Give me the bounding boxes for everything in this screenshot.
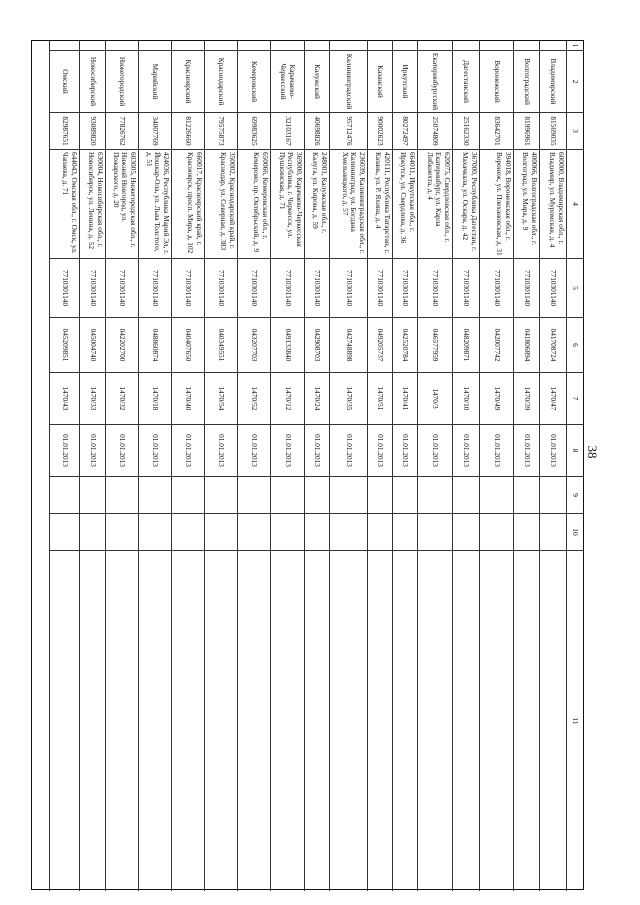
okpo-code-cell: 79575873: [205, 113, 237, 150]
effective-date-cell: 01.01.2013: [50, 425, 79, 477]
okpo-code-cell: 81226660: [172, 113, 204, 150]
bik-cell: 042520784: [393, 318, 417, 373]
inn-cell: 7710301140: [393, 259, 417, 318]
address-cell: 603005, Нижегородская обл., г. Нижний Новгород, ул. Пожарского, д. 20: [106, 150, 138, 259]
address-cell: 420111, Республика Татарстан, г. Казань, ул. Р. Яхина, д. 4: [368, 150, 392, 259]
region-name-cell: Дагестанский: [453, 51, 479, 113]
inn-cell: 7710301140: [418, 259, 452, 318]
col-11-cell: [305, 551, 329, 891]
license-number-cell: 1470/18: [139, 373, 171, 425]
page-number: 38: [585, 445, 600, 459]
inn-cell: 7710301140: [368, 259, 392, 318]
table-row: [171, 41, 204, 891]
col-index-cell: [418, 41, 452, 51]
okpo-code-cell: 25162330: [453, 113, 479, 150]
bik-cell: 042748898: [330, 318, 367, 373]
inn-cell: 7710301140: [205, 259, 237, 318]
bik-cell: 046577959: [418, 318, 452, 373]
effective-date-cell: 01.01.2013: [80, 425, 105, 477]
license-number-cell: 1470/52: [238, 373, 270, 425]
license-number-cell: 1470/43: [50, 373, 79, 425]
table-row: [452, 41, 479, 891]
effective-date-cell: 01.01.2013: [305, 425, 329, 477]
effective-date-cell: 01.01.2013: [271, 425, 304, 477]
col-index-cell: [330, 41, 367, 51]
table-header-row: [566, 41, 583, 891]
inn-cell: 7710301140: [106, 259, 138, 318]
col-index-cell: [50, 41, 79, 51]
inn-cell: 7710301140: [330, 259, 367, 318]
table-row: [329, 41, 367, 891]
register-table: [31, 40, 584, 890]
effective-date-cell: 01.01.2013: [238, 425, 270, 477]
col-9-cell: [453, 477, 479, 514]
inn-cell: 7710301140: [453, 259, 479, 318]
table-row: [204, 41, 237, 891]
col-11-cell: [205, 551, 237, 891]
col-10-cell: [514, 514, 539, 551]
col-9-cell: [172, 477, 204, 514]
col-11-cell: [172, 551, 204, 891]
col-11-cell: [453, 551, 479, 891]
inn-cell: 7710301140: [50, 259, 79, 318]
bik-cell: 040407650: [172, 318, 204, 373]
header-cell: 10: [567, 514, 583, 551]
col-index-cell: [271, 41, 304, 51]
header-cell: 2: [567, 51, 583, 113]
address-cell: 367000, Республика Дагестан, г. Махачкала, ул. Оскара, д. 42: [453, 150, 479, 259]
col-10-cell: [238, 514, 270, 551]
header-cell: 1: [567, 41, 583, 51]
col-10-cell: [50, 514, 79, 551]
col-11-cell: [271, 551, 304, 891]
okpo-code-cell: 80272497: [393, 113, 417, 150]
bik-cell: 049205737: [368, 318, 392, 373]
col-11-cell: [139, 551, 171, 891]
col-10-cell: [106, 514, 138, 551]
table-row: [367, 41, 392, 891]
license-number-cell: 1470/40: [172, 373, 204, 425]
table-row: [392, 41, 417, 891]
address-cell: 620075, Свердловская обл., г. Екатеринбург, ул. Карла Либкнехта, д. 4: [418, 150, 452, 259]
bik-cell: 042202700: [106, 318, 138, 373]
address-cell: 400066, Волгоградская обл., г. Волгоград, ул. Мира, д. 9: [514, 150, 539, 259]
inn-cell: 7710301140: [540, 259, 566, 318]
effective-date-cell: 01.01.2013: [330, 425, 367, 477]
col-index-cell: [80, 41, 105, 51]
col-index-cell: [368, 41, 392, 51]
col-9-cell: [205, 477, 237, 514]
region-name-cell: Воронежский: [480, 51, 513, 113]
effective-date-cell: 01.01.2013: [480, 425, 513, 477]
bik-cell: 045004740: [80, 318, 105, 373]
col-10-cell: [393, 514, 417, 551]
effective-date-cell: 01.01.2013: [172, 425, 204, 477]
bik-cell: 045209851: [50, 318, 79, 373]
effective-date-cell: 01.01.2013: [514, 425, 539, 477]
col-9-cell: [480, 477, 513, 514]
col-10-cell: [540, 514, 566, 551]
col-9-cell: [80, 477, 105, 514]
inn-cell: 7710301140: [480, 259, 513, 318]
region-name-cell: Краснодарский: [205, 51, 237, 113]
bik-cell: 048860874: [139, 318, 171, 373]
region-name-cell: Красноярский: [172, 51, 204, 113]
license-number-cell: 1470/49: [480, 373, 513, 425]
col-index-cell: [453, 41, 479, 51]
header-cell: 9: [567, 477, 583, 514]
col-9-cell: [418, 477, 452, 514]
address-cell: 644043, Омская обл., г. Омск, ул. Чапаева, д. 71: [50, 150, 79, 259]
col-9-cell: [540, 477, 566, 514]
okpo-code-cell: 83642701: [480, 113, 513, 150]
inn-cell: 7710301140: [238, 259, 270, 318]
region-name-cell: Владимирский: [540, 51, 566, 113]
region-name-cell: Новосибирский: [80, 51, 105, 113]
okpo-code-cell: 40698826: [305, 113, 329, 150]
license-number-cell: 1470/32: [106, 373, 138, 425]
col-11-cell: [80, 551, 105, 891]
table-row: [79, 41, 105, 891]
effective-date-cell: 01.01.2013: [106, 425, 138, 477]
header-cell: 4: [567, 150, 583, 259]
header-cell: 6: [567, 318, 583, 373]
col-11-cell: [480, 551, 513, 891]
okpo-code-cell: 82987651: [50, 113, 79, 150]
col-9-cell: [393, 477, 417, 514]
table-row: [539, 41, 566, 891]
col-9-cell: [139, 477, 171, 514]
col-10-cell: [453, 514, 479, 551]
col-11-cell: [393, 551, 417, 891]
col-9-cell: [368, 477, 392, 514]
header-cell: 7: [567, 373, 583, 425]
address-cell: 660017, Красноярский край, г. Красноярск, просп. Мира, д. 102: [172, 150, 204, 259]
table-row: [304, 41, 329, 891]
table-row: [49, 41, 79, 891]
col-11-cell: [514, 551, 539, 891]
bik-cell: 043207703: [238, 318, 270, 373]
okpo-code-cell: 77826762: [106, 113, 138, 150]
col-index-cell: [305, 41, 329, 51]
license-number-cell: 1470/54: [205, 373, 237, 425]
region-name-cell: Омский: [50, 51, 79, 113]
effective-date-cell: 01.01.2013: [205, 425, 237, 477]
okpo-code-cell: 90002623: [368, 113, 392, 150]
col-10-cell: [80, 514, 105, 551]
table-row: [138, 41, 171, 891]
col-index-cell: [514, 41, 539, 51]
bik-cell: 042908703: [305, 318, 329, 373]
bik-cell: 048209871: [453, 318, 479, 373]
col-9-cell: [106, 477, 138, 514]
inn-cell: 7710301140: [139, 259, 171, 318]
bik-cell: 042007742: [480, 318, 513, 373]
effective-date-cell: 01.01.2013: [418, 425, 452, 477]
header-cell: 5: [567, 259, 583, 318]
bik-cell: 041708724: [540, 318, 566, 373]
okpo-code-cell: 32103167: [271, 113, 304, 150]
address-cell: 236039, Калининградская обл., г. Калининград, ул. Богдана Хмельницкого, д. 57: [330, 150, 367, 259]
address-cell: 664011, Иркутская обл., г. Иркутск, ул. Свердлова, д. 36: [393, 150, 417, 259]
license-number-cell: 1470/51: [368, 373, 392, 425]
license-number-cell: 1470/3: [418, 373, 452, 425]
col-11-cell: [106, 551, 138, 891]
effective-date-cell: 01.01.2013: [540, 425, 566, 477]
table-row: [105, 41, 138, 891]
effective-date-cell: 01.01.2013: [393, 425, 417, 477]
region-name-cell: Калининградский: [330, 51, 367, 113]
col-11-cell: [238, 551, 270, 891]
region-name-cell: Кемеровский: [238, 51, 270, 113]
col-index-cell: [139, 41, 171, 51]
region-name-cell: Волгоградский: [514, 51, 539, 113]
license-number-cell: 1470/35: [330, 373, 367, 425]
okpo-code-cell: 69983625: [238, 113, 270, 150]
col-11-cell: [368, 551, 392, 891]
okpo-code-cell: 25074809: [418, 113, 452, 150]
okpo-code-cell: 93089820: [80, 113, 105, 150]
col-10-cell: [271, 514, 304, 551]
bik-cell: 040349551: [205, 318, 237, 373]
address-cell: 650066, Кемеровская обл., г. Кемерово, пр. Октябрьский, д. 9: [238, 150, 270, 259]
col-index-cell: [172, 41, 204, 51]
table-row: [237, 41, 270, 891]
region-name-cell: Казанский: [368, 51, 392, 113]
col-10-cell: [368, 514, 392, 551]
col-10-cell: [205, 514, 237, 551]
region-name-cell: Карачаево-Черкесский: [271, 51, 304, 113]
table-row: [479, 41, 513, 891]
table-row: [417, 41, 452, 891]
col-9-cell: [330, 477, 367, 514]
header-cell: 3: [567, 113, 583, 150]
col-index-cell: [205, 41, 237, 51]
okpo-code-cell: 81996961: [514, 113, 539, 150]
effective-date-cell: 01.01.2013: [368, 425, 392, 477]
rotated-table-frame: [31, 40, 584, 890]
inn-cell: 7710301140: [80, 259, 105, 318]
effective-date-cell: 01.01.2013: [453, 425, 479, 477]
region-name-cell: Калужский: [305, 51, 329, 113]
license-number-cell: 1470/47: [540, 373, 566, 425]
inn-cell: 7710301140: [514, 259, 539, 318]
inn-cell: 7710301140: [271, 259, 304, 318]
header-cell: 11: [571, 717, 581, 725]
address-cell: 350002, Краснодарский край, г. Краснодар, ул. Северная, д. 383: [205, 150, 237, 259]
address-cell: 369000, Карачаево-Черкесская Республика, г. Черкесск, ул. Пушкинская, д. 71: [271, 150, 304, 259]
okpo-code-cell: 34007769: [139, 113, 171, 150]
col-9-cell: [271, 477, 304, 514]
col-index-cell: [106, 41, 138, 51]
col-index-cell: [480, 41, 513, 51]
address-cell: 600000, Владимирская обл., г. Владимир, ул. Муромская, д. 4: [540, 150, 566, 259]
bik-cell: 041806894: [514, 318, 539, 373]
table-row: [270, 41, 304, 891]
col-11-cell: [540, 551, 566, 891]
region-name-cell: Екатеринбургский: [418, 51, 452, 113]
okpo-code-cell: 81569035: [540, 113, 566, 150]
license-number-cell: 1470/24: [305, 373, 329, 425]
address-cell: 424036, Республика Марий Эл, г. Йошкар-Ола, ул. Льва Толстого, д. 51: [139, 150, 171, 259]
address-cell: 394018, Воронежская обл., г. Воронеж, ул. Плехановская, д. 31: [480, 150, 513, 259]
col-10-cell: [139, 514, 171, 551]
address-cell: 630004, Новосибирская обл., г. Новосибирск, ул. Ленина, д. 52: [80, 150, 105, 259]
header-cell: 8: [567, 425, 583, 477]
inn-cell: 7710301140: [172, 259, 204, 318]
inn-cell: 7710301140: [305, 259, 329, 318]
col-10-cell: [418, 514, 452, 551]
license-number-cell: 1470/12: [271, 373, 304, 425]
col-11-cell: [418, 551, 452, 891]
bik-cell: 049133840: [271, 318, 304, 373]
col-10-cell: [480, 514, 513, 551]
table-row: [513, 41, 539, 891]
region-name-cell: Марийский: [139, 51, 171, 113]
col-10-cell: [330, 514, 367, 551]
effective-date-cell: 01.01.2013: [139, 425, 171, 477]
col-11-cell: [50, 551, 79, 891]
col-index-cell: [540, 41, 566, 51]
license-number-cell: 1470/33: [80, 373, 105, 425]
col-9-cell: [50, 477, 79, 514]
col-9-cell: [514, 477, 539, 514]
license-number-cell: 1470/41: [393, 373, 417, 425]
col-10-cell: [305, 514, 329, 551]
address-cell: 248001, Калужская обл., г. Калуга, ул. Кирова, д. 59: [305, 150, 329, 259]
license-number-cell: 1470/10: [453, 373, 479, 425]
col-index-cell: [393, 41, 417, 51]
col-11-cell: [330, 551, 367, 891]
license-number-cell: 1470/39: [514, 373, 539, 425]
col-10-cell: [172, 514, 204, 551]
col-index-cell: [238, 41, 270, 51]
region-name-cell: Иркутский: [393, 51, 417, 113]
okpo-code-cell: 95712476: [330, 113, 367, 150]
col-9-cell: [305, 477, 329, 514]
col-9-cell: [238, 477, 270, 514]
region-name-cell: Нижегородский: [106, 51, 138, 113]
